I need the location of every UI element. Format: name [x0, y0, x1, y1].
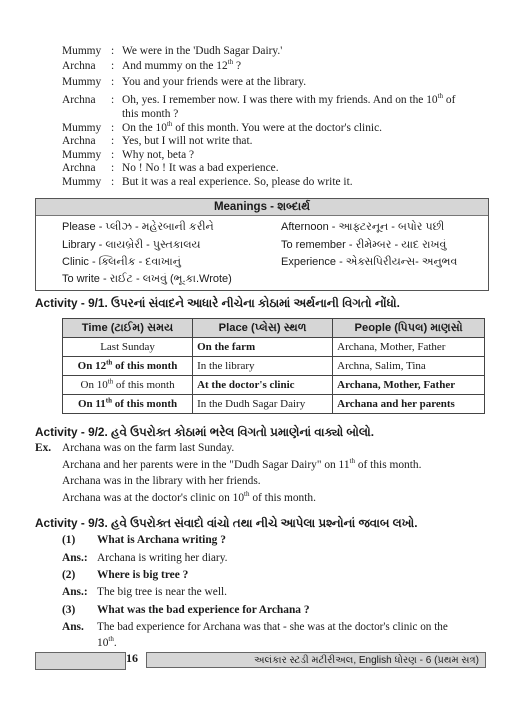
line-text: And mummy on the 12th ? [122, 58, 242, 72]
cell-place: At the doctor's clinic [193, 376, 333, 395]
cell-people: Archana, Mother, Father [333, 338, 485, 357]
colon: : [111, 176, 115, 188]
example-line: Archana was in the library with her friends. [62, 475, 261, 487]
answer-label: Ans.: [62, 552, 88, 564]
table-row [63, 395, 485, 414]
cell-time: On 11th of this month [63, 395, 193, 414]
question-number: (2) [62, 569, 76, 581]
line-text: Yes, but I will not write that. [122, 135, 253, 147]
cell-time: On 10th of this month [63, 376, 193, 395]
table-row [63, 376, 485, 395]
table-row [63, 338, 485, 357]
colon: : [111, 162, 115, 174]
question-text: What is Archana writing ? [97, 534, 226, 546]
meaning-item: Please - પ્લીઝ - મહેરબાની કરીને [62, 221, 214, 233]
footer-bar-right: અલંકાર સ્ટડી મટીરીઅલ, English ધોરણ - 6 (પ્રથમ સત્ર) [146, 652, 486, 668]
colon: : [111, 149, 115, 161]
line-text: Why not, beta ? [122, 149, 195, 161]
speaker: Archna [62, 60, 96, 72]
line-text: No ! No ! It was a bad experience. [122, 162, 279, 174]
meanings-box [35, 198, 489, 291]
speaker: Archna [62, 94, 96, 106]
line-text: Oh, yes. I remember now. I was there with my friends. And on the 10th of [122, 92, 456, 106]
meaning-item: To remember - રીમેમ્બર - યાદ રાખવું [281, 239, 447, 251]
line-text: But it was a real experience. So, please do write it. [122, 176, 353, 188]
footer-bar-left [35, 652, 126, 670]
answer-text: Archana is writing her diary. [97, 552, 228, 564]
colon: : [111, 45, 115, 57]
line-text: We were in the 'Dudh Sagar Dairy.' [122, 45, 283, 57]
speaker: Archna [62, 135, 96, 147]
header-people: People (પિપલ) માણસો [333, 319, 485, 338]
example-line: Archana was on the farm last Sunday. [62, 442, 235, 454]
example-line: Archana was at the doctor's clinic on 10th of this month. [62, 490, 316, 504]
question-text: Where is big tree ? [97, 569, 189, 581]
speaker: Mummy [62, 76, 102, 88]
activity-1-title: Activity - 9/1. ઉપરનાં સંવાદને આધારે નીચેના કોઠામાં અર્થનાની વિગતો નોંધો. [35, 296, 400, 310]
speaker: Archna [62, 162, 96, 174]
cell-time: On 12th of this month [63, 357, 193, 376]
header-time: Time (ટાઈમ) સમય [63, 319, 193, 338]
example-label: Ex. [35, 442, 52, 454]
details-table [62, 318, 485, 414]
meanings-title: Meanings - શબ્દાર્થ [36, 199, 488, 216]
question-text: What was the bad experience for Archana ? [97, 604, 310, 616]
question-number: (1) [62, 534, 76, 546]
colon: : [111, 60, 115, 72]
answer-text: The bad experience for Archana was that - she was at the doctor's clinic on the [97, 621, 448, 633]
speaker: Mummy [62, 45, 102, 57]
page-number: 16 [126, 651, 138, 665]
answer-text: The big tree is near the well. [97, 586, 227, 598]
table-header-row [63, 319, 485, 338]
line-text: On the 10th of this month. You were at the doctor's clinic. [122, 120, 382, 134]
line-text: You and your friends were at the library. [122, 76, 307, 88]
meaning-item: Library - લાયબ્રેરી - પુસ્તકાલય [62, 239, 201, 251]
colon: : [111, 122, 115, 134]
meaning-item: Afternoon - આફ્ટરનૂન - બપોર પછી [281, 221, 445, 233]
meaning-item: To write - રાઈટ - લખવું (ભૂ.કા.Wrote) [62, 273, 232, 285]
example-line: Archana and her parents were in the "Dudh Sagar Dairy" on 11th of this month. [62, 457, 422, 471]
meaning-item: Experience - એક્સપિરીયન્સ- અનુભવ [281, 256, 458, 268]
cell-people: Archana, Mother, Father [333, 376, 485, 395]
cell-place: In the library [193, 357, 333, 376]
answer-label: Ans.: [62, 586, 88, 598]
line-text-cont: this month ? [122, 108, 179, 120]
speaker: Mummy [62, 122, 102, 134]
header-place: Place (પ્લેસ) સ્થળ [193, 319, 333, 338]
activity-2-title: Activity - 9/2. હવે ઉપરોક્ત કોઠામાં ભરેલ વિગતો પ્રમાણેનાં વાક્યો બોલો. [35, 425, 374, 439]
colon: : [111, 94, 115, 106]
colon: : [111, 135, 115, 147]
cell-time: Last Sunday [63, 338, 193, 357]
speaker: Mummy [62, 149, 102, 161]
speaker: Mummy [62, 176, 102, 188]
meaning-item: Clinic - ક્લિનીક - દવાખાનું [62, 256, 181, 268]
answer-text-cont: 10th. [97, 635, 117, 649]
cell-place: In the Dudh Sagar Dairy [193, 395, 333, 414]
table-row [63, 357, 485, 376]
activity-3-title: Activity - 9/3. હવે ઉપરોક્ત સંવાદો વાંચો તથા નીચે આપેલા પ્રશ્નોનાં જવાબ લખો. [35, 516, 418, 530]
cell-people: Archna, Salim, Tina [333, 357, 485, 376]
colon: : [111, 76, 115, 88]
cell-people: Archana and her parents [333, 395, 485, 414]
question-number: (3) [62, 604, 76, 616]
answer-label: Ans. [62, 621, 84, 633]
cell-place: On the farm [193, 338, 333, 357]
